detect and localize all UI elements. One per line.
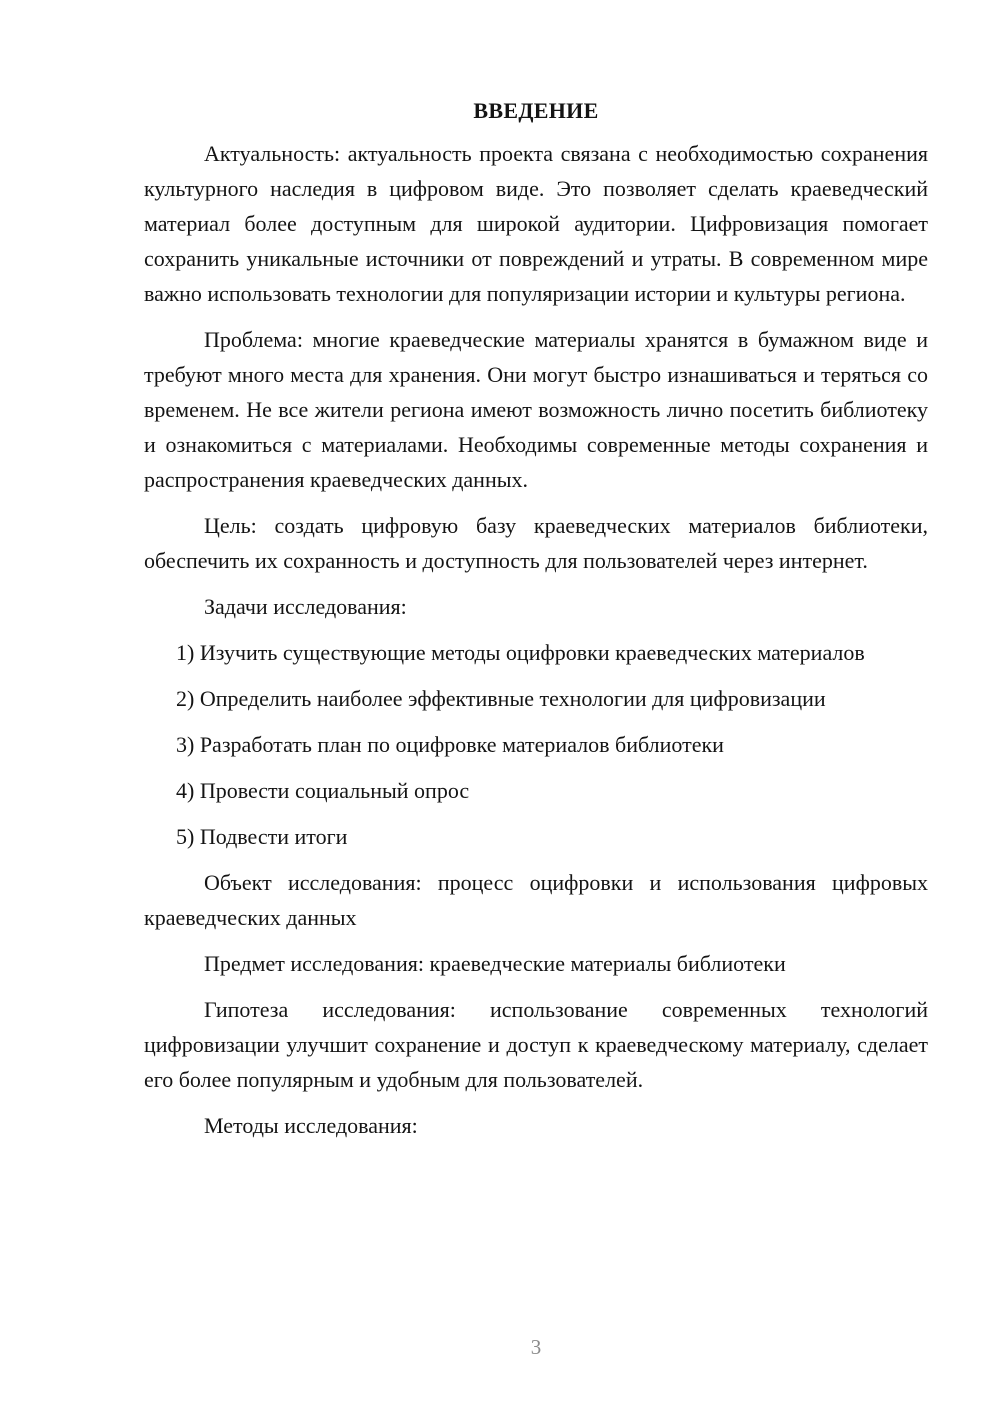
task-item-3: 3) Разработать план по оцифровке материалов библиотеки: [176, 732, 724, 757]
goal-paragraph: Цель: создать цифровую базу краеведческих материалов библиотеки, обеспечить их сохранность и доступность для пользователей через интернет.: [144, 513, 928, 573]
task-item-4: 4) Провести социальный опрос: [176, 778, 470, 803]
page-number: 3: [530, 1335, 542, 1359]
object-paragraph: Объект исследования: процесс оцифровки и использования цифровых краеведческих данных: [144, 870, 928, 930]
task-item-2: 2) Определить наиболее эффективные технологии для цифровизации: [176, 686, 826, 711]
relevance-paragraph: Актуальность: актуальность проекта связана с необходимостью сохранения культурного наследия в цифровом виде. Это позволяет сделать краеведческий материал более доступным для широкой аудитории. Цифровизация помогает сохранить уникальные источники от повреждений и утраты. В современном мире важно использовать технологии для популяризации истории и культуры региона.: [144, 141, 928, 306]
document-body: [144, 96, 928, 1154]
subject-paragraph: Предмет исследования: краеведческие материалы библиотеки: [204, 951, 786, 976]
hypothesis-paragraph: Гипотеза исследования: использование современных технологий цифровизации улучшит сохранение и доступ к краеведческому материалу, сделает его более популярным и удобным для пользователей.: [144, 997, 928, 1092]
tasks-heading: Задачи исследования:: [204, 594, 407, 619]
problem-paragraph: Проблема: многие краеведческие материалы хранятся в бумажном виде и требуют много места для хранения. Они могут быстро изнашиваться и теряться со временем. Не все жители региона имеют возможность лично посетить библиотеку и ознакомиться с материалами. Необходимы современные методы сохранения и распространения краеведческих данных.: [144, 327, 928, 492]
section-title: ВВЕДЕНИЕ: [473, 98, 599, 123]
task-item-5: 5) Подвести итоги: [176, 824, 348, 849]
methods-heading: Методы исследования:: [204, 1113, 418, 1138]
task-item-1: 1) Изучить существующие методы оцифровки краеведческих материалов: [176, 640, 865, 665]
